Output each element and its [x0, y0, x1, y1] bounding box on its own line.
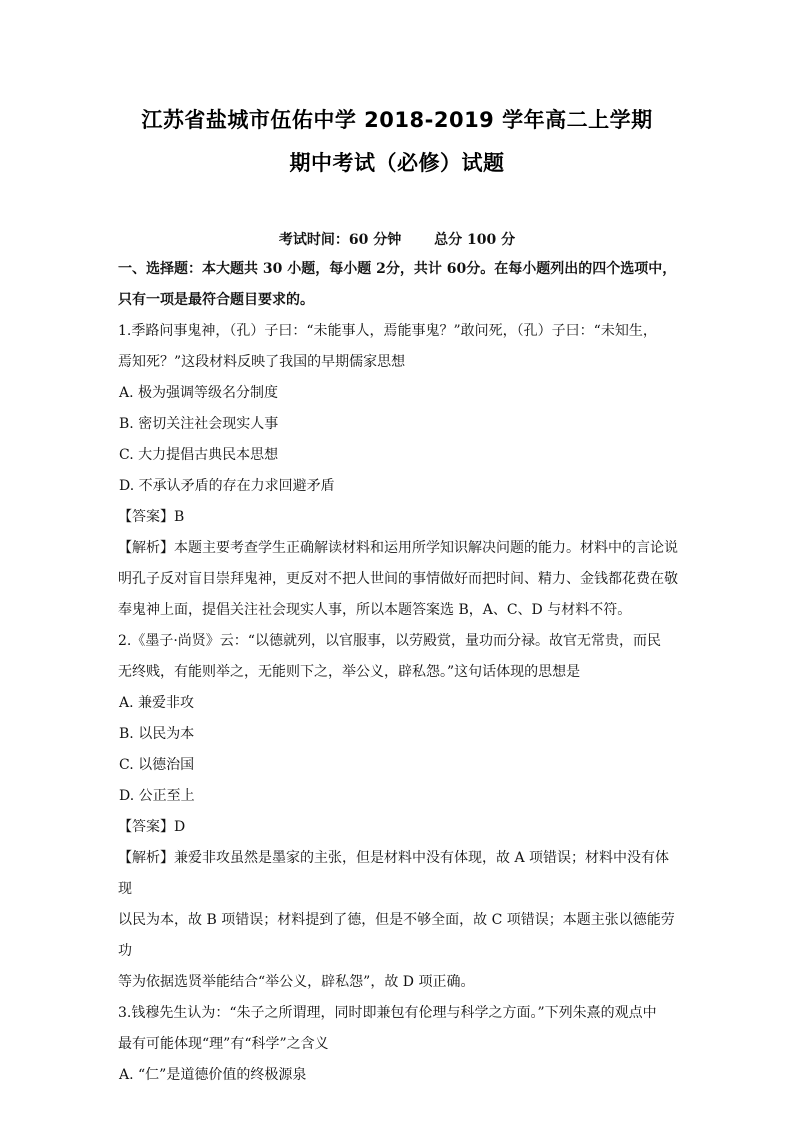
document-body [118, 254, 682, 1091]
title-line-1: 江苏省盐城市伍佑中学 2018-2019 学年高二上学期 [141, 108, 653, 132]
question-2-analysis: 以民为本，故 B 项错误；材料提到了德，但是不够全面，故 C 项错误；本题主张以德能劳功 [118, 912, 675, 959]
question-1-option-b: B. 密切关注社会现实人事 [119, 416, 279, 432]
question-2-option-c: C. 以德治国 [119, 757, 195, 773]
question-1-option-a: A. 极为强调等级名分制度 [119, 385, 279, 401]
section-instruction: 只有一项是最符合题目要求的。 [118, 292, 314, 308]
question-1-analysis: 【解析】本题主要考查学生正确解读材料和运用所学知识解决问题的能力。材料中的言论说 [118, 540, 678, 556]
question-1-stem: 1.季路问事鬼神，（孔）子曰：“未能事人，焉能事鬼？”敢问死，（孔）子曰：“未知生， [118, 323, 657, 339]
question-2-analysis: 等为依据选贤举能结合“举公义，辟私怨”，故 D 项正确。 [118, 974, 475, 990]
question-3-stem: 最有可能体现“理”有“科学”之含义 [118, 1036, 329, 1052]
question-2-stem: 2.《墨子·尚贤》云：“以德就列，以官服事，以劳殿赏，量功而分禄。故官无常贵，而民 [118, 633, 661, 649]
question-2-answer: 【答案】D [118, 819, 186, 835]
total-score: 总分 100 分 [434, 232, 516, 248]
question-1-analysis: 明孔子反对盲目崇拜鬼神，更反对不把人世间的事情做好而把时间、精力、金钱都花费在敬 [118, 571, 678, 587]
question-2-option-b: B. 以民为本 [119, 726, 195, 742]
question-2-stem: 无终贱，有能则举之，无能则下之，举公义，辟私怨。”这句话体现的思想是 [118, 664, 581, 680]
exam-time: 考试时间：60 分钟 [278, 232, 402, 248]
section-instruction: 一、选择题：本大题共 30 小题，每小题 2分，共计 60分。在每小题列出的四个选项中， [118, 261, 677, 277]
question-1-option-d: D. 不承认矛盾的存在力求回避矛盾 [119, 478, 335, 494]
question-1-analysis: 奉鬼神上面，提倡关注社会现实人事，所以本题答案选 B，A、C、D 与材料不符。 [118, 602, 632, 618]
question-3-option-a: A. “仁”是道德价值的终极源泉 [119, 1067, 307, 1083]
question-2-option-d: D. 公正至上 [119, 788, 195, 804]
question-1-answer: 【答案】B [118, 509, 185, 525]
question-2-option-a: A. 兼爱非攻 [119, 695, 195, 711]
question-2-analysis: 【解析】兼爱非攻虽然是墨家的主张，但是材料中没有体现，故 A 项错误；材料中没有体现 [118, 850, 670, 897]
exam-meta [0, 229, 794, 249]
question-1-option-c: C. 大力提倡古典民本思想 [119, 447, 279, 463]
question-1-stem: 焉知死？”这段材料反映了我国的早期儒家思想 [118, 354, 406, 370]
question-3-stem: 3.钱穆先生认为：“朱子之所谓理，同时即兼包有伦理与科学之方面。”下列朱熹的观点中 [118, 1005, 657, 1021]
title-line-2: 期中考试（必修）试题 [289, 151, 505, 175]
